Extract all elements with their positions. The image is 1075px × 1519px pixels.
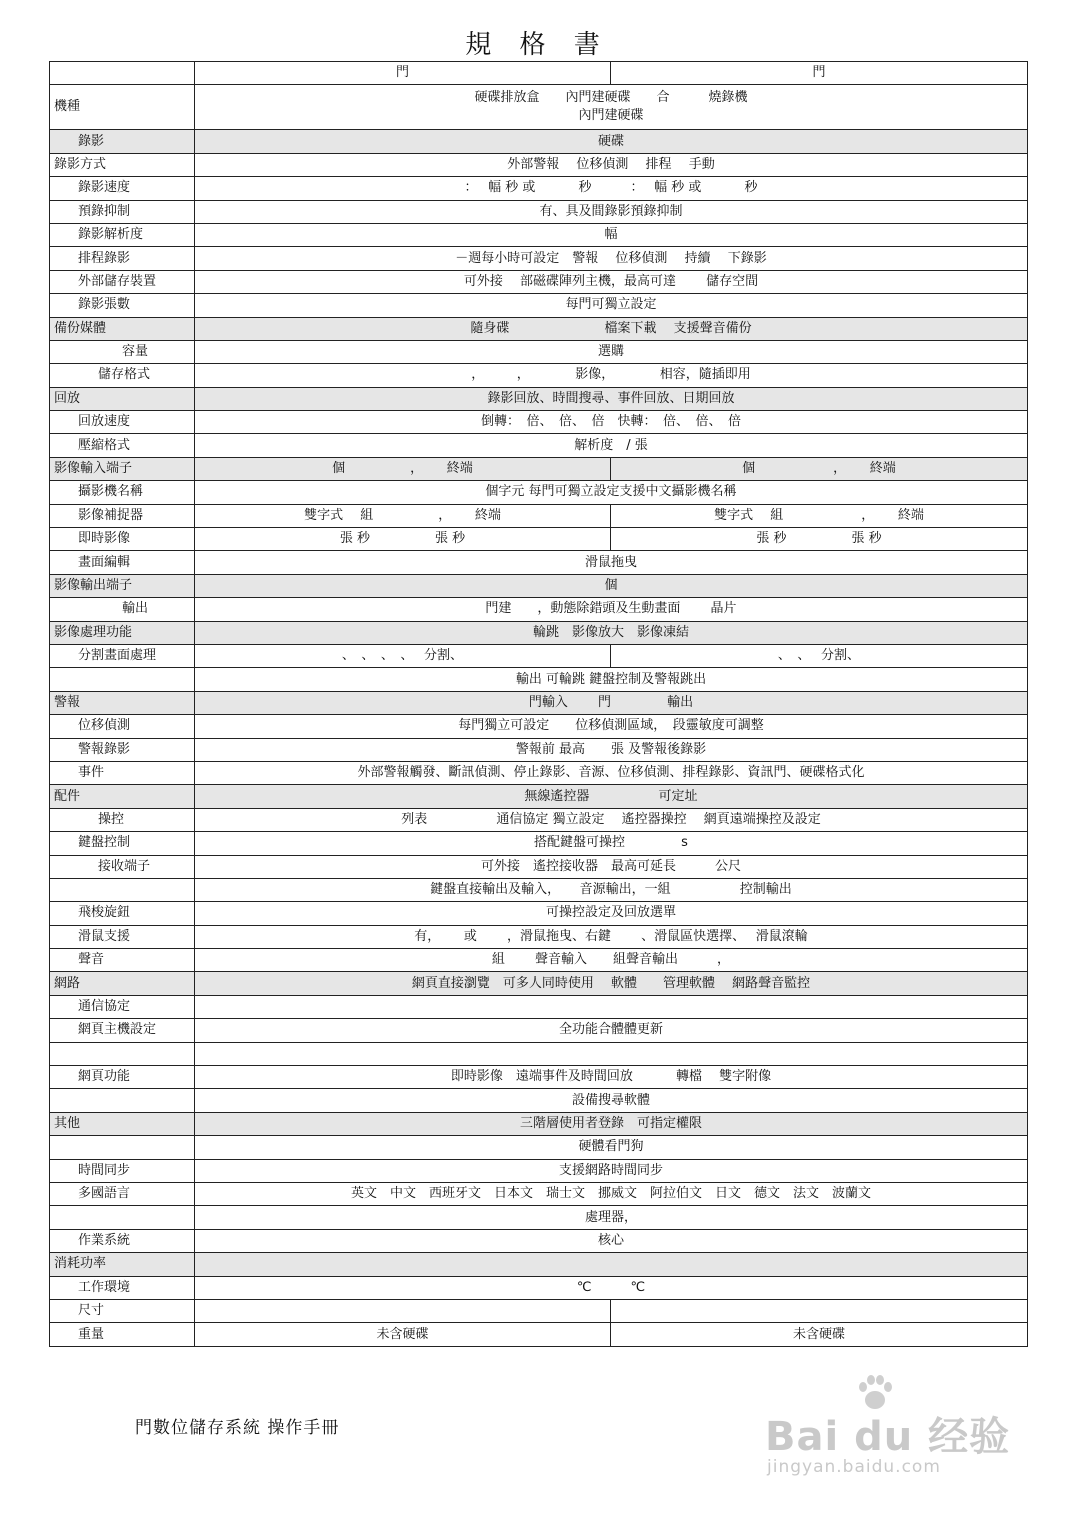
spec-value: 選購 [195, 340, 1028, 363]
spec-value: 雙字式 組 ， 終端 [611, 504, 1028, 527]
spec-label: 工作環境 [50, 1276, 195, 1299]
spec-value: 倒轉： 倍、 倍、 倍 快轉： 倍、 倍、 倍 [195, 411, 1028, 434]
spec-label: 錄影速度 [50, 177, 195, 200]
spec-value [195, 1042, 1028, 1065]
spec-value [195, 1253, 1028, 1276]
spec-row [50, 551, 1028, 574]
spec-value: 、 、 分割、 [611, 644, 1028, 667]
spec-row [50, 1112, 1028, 1135]
spec-label: 網頁功能 [50, 1066, 195, 1089]
spec-value: 鍵盤直接輸出及輸入， 音源輸出，一組 控制輸出 [195, 878, 1028, 901]
spec-value: －週每小時可設定 警報 位移偵測 持續 下錄影 [195, 247, 1028, 270]
spec-label: 錄影張數 [50, 294, 195, 317]
spec-label: 錄影方式 [50, 153, 195, 176]
spec-label: 其他 [50, 1112, 195, 1135]
spec-value: 未含硬碟 [611, 1323, 1028, 1346]
spec-row [50, 294, 1028, 317]
spec-label: 配件 [50, 785, 195, 808]
spec-value: 有、具及間錄影預錄抑制 [195, 200, 1028, 223]
spec-row [50, 1276, 1028, 1299]
spec-label: 作業系統 [50, 1229, 195, 1252]
spec-label: 排程錄影 [50, 247, 195, 270]
spec-label: 錄影 [50, 130, 195, 153]
spec-row [50, 902, 1028, 925]
spec-value: 輪跳 影像放大 影像凍結 [195, 621, 1028, 644]
spec-label: 影像處理功能 [50, 621, 195, 644]
spec-value: 設備搜尋軟體 [195, 1089, 1028, 1112]
spec-label: 消耗功率 [50, 1253, 195, 1276]
spec-label: 回放 [50, 387, 195, 410]
spec-label: 即時影像 [50, 528, 195, 551]
spec-label: 攝影機名稱 [50, 481, 195, 504]
spec-value [195, 995, 1028, 1018]
spec-label: 尺寸 [50, 1299, 195, 1322]
spec-value: ， ， 影像， 相容，隨插即用 [195, 364, 1028, 387]
spec-value: 搭配鍵盤可操控 s [195, 832, 1028, 855]
spec-label: 壓縮格式 [50, 434, 195, 457]
spec-row [50, 925, 1028, 948]
spec-value: 警報前 最高 張 及警報後錄影 [195, 738, 1028, 761]
spec-value: 門建 ，動態除錯頭及生動畫面 晶片 [195, 598, 1028, 621]
spec-label: 鍵盤控制 [50, 832, 195, 855]
spec-label: 備份媒體 [50, 317, 195, 340]
spec-value: 外部警報 位移偵測 排程 手動 [195, 153, 1028, 176]
spec-label: 滑鼠支援 [50, 925, 195, 948]
spec-label: 預錄抑制 [50, 200, 195, 223]
spec-value: 解析度 / 張 [195, 434, 1028, 457]
watermark-brand: Bai du 经验 [765, 1414, 1011, 1460]
spec-label [50, 1042, 195, 1065]
spec-value: 網頁直接瀏覽 可多人同時使用 軟體 管理軟體 網路聲音監控 [195, 972, 1028, 995]
spec-row [50, 85, 1028, 130]
spec-row [50, 364, 1028, 387]
spec-row [50, 808, 1028, 831]
spec-row [50, 1019, 1028, 1042]
spec-value: 硬碟 [195, 130, 1028, 153]
spec-label: 多國語言 [50, 1182, 195, 1205]
spec-row [50, 644, 1028, 667]
spec-row [50, 1182, 1028, 1205]
spec-label: 網路 [50, 972, 195, 995]
spec-value: 張 秒 張 秒 [611, 528, 1028, 551]
spec-label: 容量 [50, 340, 195, 363]
spec-label [50, 1136, 195, 1159]
spec-label: 機種 [50, 85, 195, 130]
spec-value: 處理器， [195, 1206, 1028, 1229]
spec-row [50, 411, 1028, 434]
spec-row [50, 691, 1028, 714]
spec-value [611, 1299, 1028, 1322]
spec-label: 輸出 [50, 598, 195, 621]
spec-label [50, 878, 195, 901]
spec-value: 硬碟排放盒 內門建硬碟 合 燒錄機 內門建硬碟 [195, 85, 1028, 130]
spec-value: 個 [195, 574, 1028, 597]
spec-value: 幅 [195, 223, 1028, 246]
spec-row [50, 223, 1028, 246]
spec-value: 列表 通信協定 獨立設定 遙控器操控 網頁遠端操控及設定 [195, 808, 1028, 831]
spec-row [50, 457, 1028, 480]
spec-label: 事件 [50, 761, 195, 784]
spec-value: 個 ， 終端 [195, 457, 611, 480]
spec-table [49, 61, 1028, 1347]
spec-value: 支援網路時間同步 [195, 1159, 1028, 1182]
spec-row [50, 340, 1028, 363]
spec-label: 回放速度 [50, 411, 195, 434]
spec-row [50, 1229, 1028, 1252]
spec-row [50, 434, 1028, 457]
spec-label [50, 1206, 195, 1229]
spec-value: ： 幅 秒 或 秒 ： 幅 秒 或 秒 [195, 177, 1028, 200]
spec-value: 門 [611, 62, 1028, 85]
spec-label: 儲存格式 [50, 364, 195, 387]
spec-row [50, 832, 1028, 855]
spec-label: 影像補捉器 [50, 504, 195, 527]
spec-label: 通信協定 [50, 995, 195, 1018]
spec-value [195, 1299, 611, 1322]
spec-value: 個字元 每門可獨立設定支援中文攝影機名稱 [195, 481, 1028, 504]
spec-value: 每門獨立可設定 位移偵測區域， 段靈敏度可調整 [195, 715, 1028, 738]
spec-row [50, 785, 1028, 808]
spec-row [50, 387, 1028, 410]
spec-value: 核心 [195, 1229, 1028, 1252]
spec-value: 個 ， 終端 [611, 457, 1028, 480]
document-title: 規 格 書 [465, 30, 610, 60]
spec-row [50, 715, 1028, 738]
spec-row [50, 995, 1028, 1018]
spec-value: 滑鼠拖曳 [195, 551, 1028, 574]
spec-row [50, 317, 1028, 340]
spec-row [50, 878, 1028, 901]
spec-value: 、 、 、 、 分割、 [195, 644, 611, 667]
spec-label: 聲音 [50, 949, 195, 972]
spec-row [50, 481, 1028, 504]
spec-row [50, 1299, 1028, 1322]
spec-table-body [50, 62, 1028, 1347]
spec-value: ℃ ℃ [195, 1276, 1028, 1299]
spec-row [50, 761, 1028, 784]
spec-row [50, 1136, 1028, 1159]
spec-label: 畫面編輯 [50, 551, 195, 574]
spec-row [50, 972, 1028, 995]
spec-value: 隨身碟 檔案下載 支援聲音備份 [195, 317, 1028, 340]
spec-row [50, 1323, 1028, 1346]
spec-value: 外部警報觸發、斷訊偵測、停止錄影、音源、位移偵測、排程錄影、資訊門、硬碟格式化 [195, 761, 1028, 784]
spec-value: 全功能合體體更新 [195, 1019, 1028, 1042]
spec-label: 接收端子 [50, 855, 195, 878]
spec-value: 雙字式 組 ， 終端 [195, 504, 611, 527]
spec-value: 張 秒 張 秒 [195, 528, 611, 551]
spec-value: 門輸入 門 輸出 [195, 691, 1028, 714]
spec-row [50, 62, 1028, 85]
spec-row [50, 598, 1028, 621]
spec-row [50, 200, 1028, 223]
spec-row [50, 1066, 1028, 1089]
spec-label: 飛梭旋鈕 [50, 902, 195, 925]
spec-label: 外部儲存裝置 [50, 270, 195, 293]
spec-value: 門 [195, 62, 611, 85]
spec-label: 影像輸出端子 [50, 574, 195, 597]
spec-value: 英文 中文 西班牙文 日本文 瑞士文 挪威文 阿拉伯文 日文 德文 法文 波蘭文 [195, 1182, 1028, 1205]
spec-label: 錄影解析度 [50, 223, 195, 246]
spec-value: 即時影像 遠端事件及時間回放 轉檔 雙字附像 [195, 1066, 1028, 1089]
spec-label: 網頁主機設定 [50, 1019, 195, 1042]
spec-row [50, 1042, 1028, 1065]
spec-row [50, 574, 1028, 597]
spec-label: 影像輸入端子 [50, 457, 195, 480]
spec-label [50, 1089, 195, 1112]
spec-value: 錄影回放、時間搜尋、事件回放、日期回放 [195, 387, 1028, 410]
spec-label: 警報錄影 [50, 738, 195, 761]
spec-value: 可操控設定及回放選單 [195, 902, 1028, 925]
spec-value: 輸出 可輪跳 鍵盤控制及警報跳出 [195, 668, 1028, 691]
spec-row [50, 528, 1028, 551]
spec-row [50, 1089, 1028, 1112]
spec-row [50, 855, 1028, 878]
spec-label [50, 668, 195, 691]
spec-row [50, 949, 1028, 972]
spec-label: 操控 [50, 808, 195, 831]
spec-label: 重量 [50, 1323, 195, 1346]
spec-row [50, 621, 1028, 644]
spec-label: 警報 [50, 691, 195, 714]
spec-value: 每門可獨立設定 [195, 294, 1028, 317]
spec-value: 硬體看門狗 [195, 1136, 1028, 1159]
spec-value: 三階層使用者登錄 可指定權限 [195, 1112, 1028, 1135]
spec-value: 無線遙控器 可定址 [195, 785, 1028, 808]
spec-value: 未含硬碟 [195, 1323, 611, 1346]
spec-row [50, 270, 1028, 293]
spec-label: 分割畫面處理 [50, 644, 195, 667]
baidu-watermark [765, 1375, 1015, 1485]
spec-label: 時間同步 [50, 1159, 195, 1182]
spec-row [50, 504, 1028, 527]
spec-row [50, 1253, 1028, 1276]
spec-row [50, 668, 1028, 691]
spec-row [50, 177, 1028, 200]
spec-label [50, 62, 195, 85]
footer-caption: 門數位儲存系統 操作手冊 [135, 1418, 340, 1438]
spec-value: 組 聲音輸入 組聲音輸出 ， [195, 949, 1028, 972]
spec-row [50, 247, 1028, 270]
spec-label: 位移偵測 [50, 715, 195, 738]
spec-value: 可外接 部磁碟陣列主機，最高可達 儲存空間 [195, 270, 1028, 293]
watermark-url: jingyan.baidu.com [767, 1457, 941, 1477]
spec-row [50, 1159, 1028, 1182]
spec-row [50, 738, 1028, 761]
spec-row [50, 1206, 1028, 1229]
spec-value: 有， 或 ，滑鼠拖曳、右鍵 、滑鼠區快選擇、 滑鼠滾輪 [195, 925, 1028, 948]
spec-row [50, 130, 1028, 153]
spec-row [50, 153, 1028, 176]
spec-value: 可外接 遙控接收器 最高可延長 公尺 [195, 855, 1028, 878]
